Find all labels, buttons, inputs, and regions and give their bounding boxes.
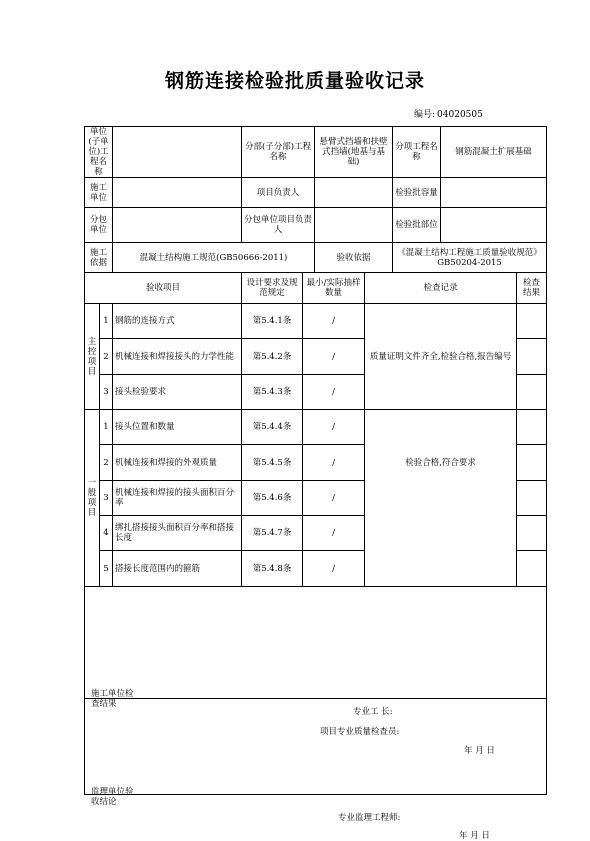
item-result[interactable] bbox=[517, 516, 547, 551]
general-record[interactable]: 检验合格,符合要求 bbox=[365, 445, 517, 481]
item-clause: 第5.4.2条 bbox=[242, 339, 303, 375]
item-result[interactable] bbox=[517, 551, 547, 587]
col-result-header: 检查结果 bbox=[517, 273, 547, 304]
form-number-value: 04020505 bbox=[437, 110, 483, 120]
section-char: 主 bbox=[87, 336, 97, 347]
item-name: 接头检验要求 bbox=[113, 375, 242, 410]
item-number: 1 bbox=[100, 304, 113, 339]
col-sample-header: 最小/实际抽样数量 bbox=[303, 273, 365, 304]
form-number bbox=[412, 107, 483, 120]
section-char: 控 bbox=[87, 346, 97, 357]
page-title: 钢筋连接检验批质量验收记录 bbox=[164, 70, 425, 92]
item-sample[interactable]: / bbox=[303, 481, 365, 516]
item-record[interactable] bbox=[365, 551, 517, 587]
form-number-label: 编号: bbox=[414, 110, 436, 120]
subcontractor-manager-value[interactable] bbox=[315, 208, 393, 243]
item-result[interactable] bbox=[517, 375, 547, 410]
item-number: 2 bbox=[100, 445, 113, 481]
main-control-row-1 bbox=[85, 304, 547, 339]
item-sample[interactable]: / bbox=[303, 551, 365, 587]
item-sample[interactable]: / bbox=[303, 339, 365, 375]
acceptance-basis-value: 《混凝土结构工程施工质量验收规范》GB50204-2015 bbox=[393, 243, 547, 273]
general-row-2 bbox=[85, 445, 547, 481]
construction-check-date[interactable]: 年 月 日 bbox=[464, 745, 495, 756]
section-char: 般 bbox=[87, 488, 97, 498]
item-result[interactable] bbox=[517, 410, 547, 445]
item-result[interactable] bbox=[517, 481, 547, 516]
item-name: 钢筋的连接方式 bbox=[113, 304, 242, 339]
item-record[interactable] bbox=[365, 304, 517, 339]
general-row-4 bbox=[85, 516, 547, 551]
item-name: 搭接长度范围内的箍筋 bbox=[113, 551, 242, 587]
item-clause: 第5.4.3条 bbox=[242, 375, 303, 410]
division-label: 分部(子分部)工程名称 bbox=[242, 127, 315, 178]
section-char: 目 bbox=[87, 366, 97, 377]
construction-basis-label: 施工依据 bbox=[85, 243, 113, 273]
subcontractor-manager-label: 分包单位项目负责人 bbox=[242, 208, 315, 243]
section-char: 项 bbox=[87, 498, 97, 508]
general-row-1 bbox=[85, 410, 547, 445]
division-value[interactable]: 悬臂式挡墙和扶壁式挡墙(地基与基础) bbox=[315, 127, 393, 178]
item-number: 4 bbox=[100, 516, 113, 551]
item-clause: 第5.4.8条 bbox=[242, 551, 303, 587]
section-char: 一 bbox=[87, 478, 97, 488]
main-control-row-3 bbox=[85, 375, 547, 410]
project-manager-value[interactable] bbox=[315, 178, 393, 208]
construction-check-row bbox=[85, 587, 547, 699]
general-section-label bbox=[85, 410, 100, 587]
header-row-basis bbox=[85, 243, 547, 273]
main-control-row-2 bbox=[85, 339, 547, 375]
item-clause: 第5.4.5条 bbox=[242, 445, 303, 481]
subitem-value[interactable]: 钢筋混凝土扩展基础 bbox=[441, 127, 547, 178]
subcontractor-value[interactable] bbox=[113, 208, 242, 243]
item-sample[interactable]: / bbox=[303, 304, 365, 339]
item-sample[interactable]: / bbox=[303, 516, 365, 551]
item-number: 1 bbox=[100, 410, 113, 445]
quality-inspector-field[interactable]: 项目专业质量检查员: bbox=[320, 726, 400, 737]
subitem-label: 分项工程名称 bbox=[393, 127, 441, 178]
item-clause: 第5.4.4条 bbox=[242, 410, 303, 445]
item-record[interactable] bbox=[365, 516, 517, 551]
item-clause: 第5.4.7条 bbox=[242, 516, 303, 551]
construction-check-cell bbox=[85, 587, 547, 756]
general-row-3 bbox=[85, 481, 547, 516]
supervising-engineer-field[interactable]: 专业监理工程师: bbox=[338, 812, 401, 823]
item-name: 机械连接和焊接的外观质量 bbox=[113, 445, 242, 481]
supervision-label: 监理单位验收结论 bbox=[91, 786, 134, 807]
item-sample[interactable]: / bbox=[303, 410, 365, 445]
main-control-section-label bbox=[85, 304, 100, 410]
construction-unit-value[interactable] bbox=[113, 178, 242, 208]
header-row-subcontractor bbox=[85, 208, 547, 243]
item-result[interactable] bbox=[517, 304, 547, 339]
section-char: 项 bbox=[87, 356, 97, 367]
item-number: 5 bbox=[100, 551, 113, 587]
item-number: 3 bbox=[100, 375, 113, 410]
col-design-header: 设计要求及规范规定 bbox=[242, 273, 303, 304]
unit-label: 单位(子单位)工程名称 bbox=[85, 127, 113, 178]
general-row-5 bbox=[85, 551, 547, 587]
project-manager-label: 项目负责人 bbox=[242, 178, 315, 208]
batch-capacity-value[interactable] bbox=[441, 178, 547, 208]
construction-check-label: 施工单位检查结果 bbox=[91, 688, 134, 709]
professional-foreman-field[interactable]: 专业工 长: bbox=[353, 706, 393, 717]
item-result[interactable] bbox=[517, 339, 547, 375]
batch-location-value[interactable] bbox=[441, 208, 547, 243]
item-sample[interactable]: / bbox=[303, 445, 365, 481]
col-record-header: 检查记录 bbox=[365, 273, 517, 304]
item-number: 3 bbox=[100, 481, 113, 516]
column-header-row bbox=[85, 273, 547, 304]
unit-value[interactable] bbox=[113, 127, 242, 178]
header-row-unit bbox=[85, 127, 547, 178]
item-name: 机械连接和焊接接头的力学性能 bbox=[113, 339, 242, 375]
subcontractor-label: 分包单位 bbox=[85, 208, 113, 243]
section-char: 目 bbox=[87, 508, 97, 518]
item-clause: 第5.4.1条 bbox=[242, 304, 303, 339]
inspection-form-table bbox=[84, 126, 547, 841]
item-name: 绑扎搭接接头面积百分率和搭接长度 bbox=[113, 516, 242, 551]
main-control-record[interactable]: 质量证明文件齐全,检验合格,报告编号 bbox=[365, 339, 517, 375]
item-name: 接头位置和数量 bbox=[113, 410, 242, 445]
item-number: 2 bbox=[100, 339, 113, 375]
item-name: 机械连接和焊接的接头面积百分率 bbox=[113, 481, 242, 516]
construction-unit-label: 施工单位 bbox=[85, 178, 113, 208]
batch-capacity-label: 检验批容量 bbox=[393, 178, 441, 208]
item-record[interactable] bbox=[365, 375, 517, 410]
item-record[interactable] bbox=[365, 410, 517, 445]
construction-basis-value: 混凝土结构施工规范(GB50666-2011) bbox=[113, 243, 315, 273]
acceptance-basis-label: 验收依据 bbox=[315, 243, 393, 273]
item-record[interactable] bbox=[365, 481, 517, 516]
header-row-construction bbox=[85, 178, 547, 208]
supervision-date[interactable]: 年 月 日 bbox=[459, 830, 490, 841]
col-item-header: 验收项目 bbox=[85, 273, 242, 304]
item-clause: 第5.4.6条 bbox=[242, 481, 303, 516]
batch-location-label: 检验批部位 bbox=[393, 208, 441, 243]
item-result[interactable] bbox=[517, 445, 547, 481]
item-sample[interactable]: / bbox=[303, 375, 365, 410]
